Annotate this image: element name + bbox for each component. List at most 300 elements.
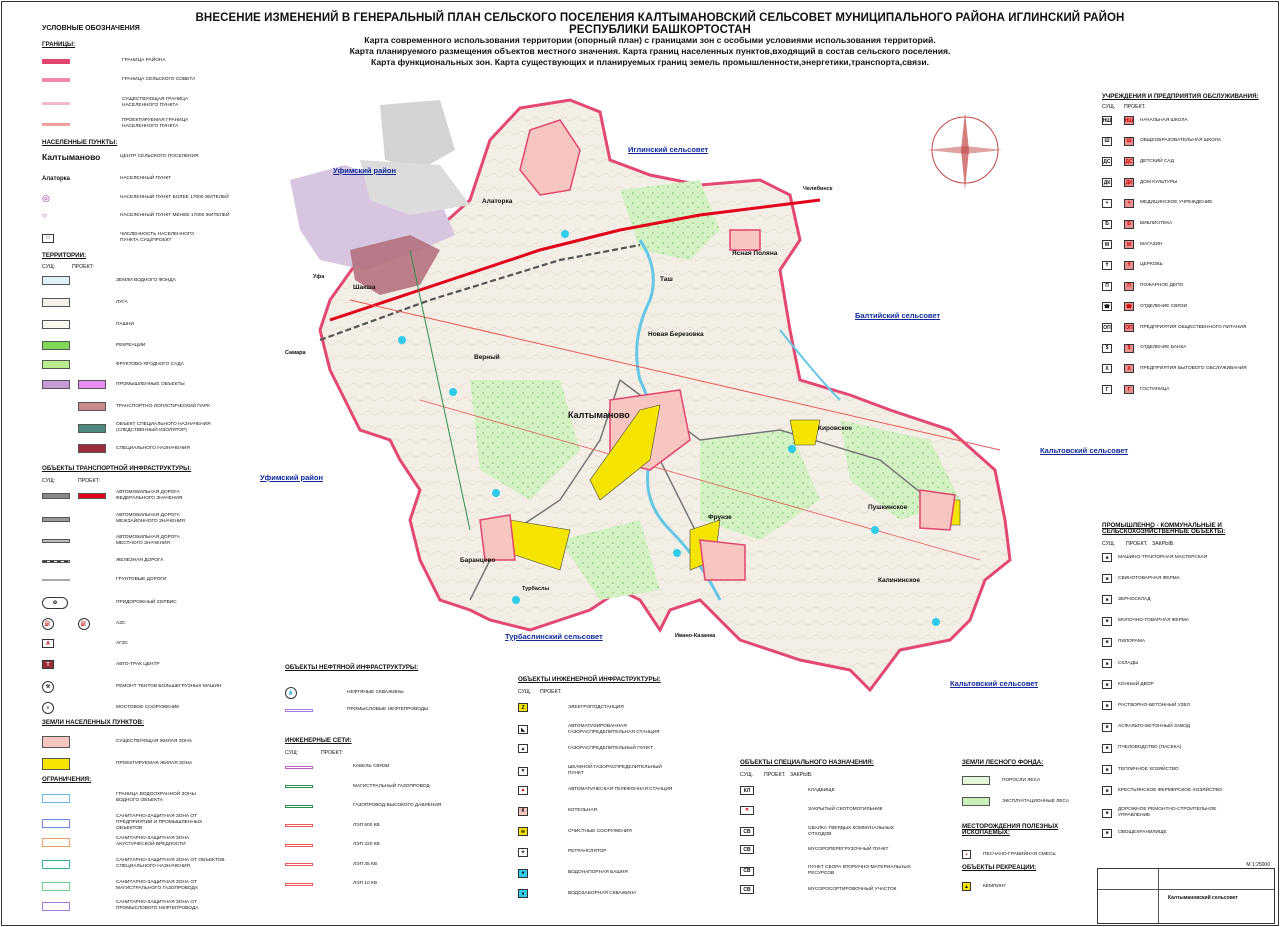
legend-row xyxy=(42,858,226,870)
legend-row xyxy=(42,77,195,83)
legend-icon: ■ xyxy=(1102,659,1112,668)
legend-label: ШКАФНОЙ ГАЗОРАСПРЕДЕЛИТЕЛЬНЫЙ ПУНКТ xyxy=(568,765,662,777)
legend-icon: КЛ xyxy=(740,786,754,795)
swatch xyxy=(78,402,106,411)
roadside-service-icon: ⚙ xyxy=(42,597,68,609)
legend-row xyxy=(42,660,160,669)
legend-icon: Б xyxy=(1124,220,1134,229)
legend-label: РЕТРАНСЛЯТОР xyxy=(568,849,607,855)
legend-row xyxy=(1102,178,1250,187)
legend-label: ЛЭП 35 КВ xyxy=(353,861,378,867)
legend-label: САНИТАРНО-ЗАЩИТНАЯ ЗОНА ОТ ОБЪЕКТОВ СПЕЦИАЛЬНОГО НАЗНАЧЕНИЯ xyxy=(116,858,225,869)
legend-icon: ДС xyxy=(1125,158,1133,165)
border-swatch xyxy=(42,123,70,126)
legend-row xyxy=(42,736,192,748)
legend-row xyxy=(1102,344,1250,353)
special-icon xyxy=(740,806,802,815)
legend-row xyxy=(1102,261,1250,270)
settlement-label: Калининское xyxy=(878,577,921,584)
legend-row xyxy=(518,703,678,712)
legend-section-title: МЕСТОРОЖДЕНИЯ ПОЛЕЗНЫХ ИСКОПАЕМЫХ: xyxy=(962,823,1059,836)
special-icon xyxy=(740,867,802,876)
residential-area xyxy=(730,230,760,250)
small-settlement-icon: ○ xyxy=(42,211,47,220)
col-header: СУЩ. xyxy=(1102,104,1116,110)
legend-row xyxy=(1102,595,1228,604)
legend-label: АЗС xyxy=(116,621,126,626)
legend-row xyxy=(518,869,678,878)
legend-label: КОТЕЛЬНАЯ xyxy=(568,808,598,813)
swatch xyxy=(42,736,70,748)
legend-section-title: ОБЪЕКТЫ ТРАНСПОРТНОЙ ИНФРАСТРУКТУРЫ: xyxy=(42,465,192,472)
special-icon xyxy=(740,827,802,836)
sample-village: Алаторка xyxy=(42,176,71,182)
legend-row xyxy=(1102,659,1228,668)
legend-label: ТРАНСПОРТНО-ЛОГИСТИЧЕСКИЙ ПАРК xyxy=(116,403,210,409)
legend-label: ГОСТИНИЦА xyxy=(1140,386,1170,392)
legend-row xyxy=(740,865,918,877)
border-swatch xyxy=(42,78,70,82)
legend-icon: ■ xyxy=(1102,701,1112,710)
legend-row xyxy=(1102,220,1250,229)
legend-icon: СВ xyxy=(740,867,754,876)
legend-icon: СВ xyxy=(740,827,754,836)
legend-label: ПОРОСЛИ ЛЕСА xyxy=(1002,777,1041,783)
legend-row xyxy=(518,848,678,857)
legend-label: РЕМОНТ ТЕНТОВ БОЛЬШЕГРУЗНЫХ МАШИН xyxy=(116,684,222,689)
water-point xyxy=(673,549,681,557)
truck-center-icon: Т xyxy=(42,660,54,669)
service-icon-pair xyxy=(1102,240,1134,249)
legend-label: НЕФТЯНЫЕ СКВАЖИНЫ xyxy=(347,690,404,695)
road-label: Турбаслы xyxy=(522,586,550,592)
water-point xyxy=(932,618,940,626)
legend-section-title: ИНЖЕНЕРНЫЕ СЕТИ: xyxy=(285,737,352,744)
legend-industrial xyxy=(1102,523,1272,843)
service-icon-pair xyxy=(1102,282,1134,291)
legend-icon: ■ xyxy=(1102,809,1112,818)
legend-label: МАШИНО-ТРАКТОРНАЯ МАСТЕРСКАЯ xyxy=(1118,554,1208,560)
settlement-label: Алаторка xyxy=(482,198,513,205)
settlement-label: Кировское xyxy=(818,425,853,432)
settlement-label: Верный xyxy=(474,354,500,361)
legend-label: САНИТАРНО-ЗАЩИТНАЯ ЗОНА АКУСТИЧЕСКОЙ ВРЕДНОСТИ xyxy=(116,836,190,847)
legend-label: ГРАНИЦА РАЙОНА xyxy=(122,58,166,63)
engineering-icon xyxy=(518,807,562,816)
legend-row xyxy=(42,154,198,160)
legend-row xyxy=(285,862,463,868)
legend-row xyxy=(518,827,678,836)
legend-label: КЛАДБИЩЕ xyxy=(808,787,835,793)
industrial-icon-pair xyxy=(1102,617,1112,626)
legend-icon: ■ xyxy=(1102,595,1112,604)
grey-area xyxy=(380,100,455,170)
industrial-icon-pair xyxy=(1102,595,1112,604)
compass-rose xyxy=(927,112,1003,190)
legend-row xyxy=(1102,240,1250,249)
legend-label: САНИТАРНО-ЗАЩИТНАЯ ЗОНА ОТ МАГИСТРАЛЬНОГО ГАЗОПРОВОДА xyxy=(116,880,198,891)
settlement-label: Фрунзе xyxy=(708,514,732,521)
road-label: Ивано-Казанка xyxy=(675,633,716,639)
settlement-label: Новая Березовка xyxy=(648,331,704,338)
col-header: СУЩ. xyxy=(1102,541,1116,547)
legend-icon: ▲ xyxy=(518,786,528,795)
legend-row xyxy=(42,380,185,389)
legend-row xyxy=(1102,807,1228,819)
fuel-station-icon: ⛽ xyxy=(78,618,90,630)
legend-row xyxy=(285,687,404,699)
legend-row xyxy=(962,882,1006,891)
border-swatch xyxy=(42,59,70,64)
legend-label: АВТОМОБИЛЬНАЯ ДОРОГА ФЕДЕРАЛЬНОГО ЗНАЧЕНИЯ xyxy=(116,490,183,501)
col-header: ПРОЕКТ: xyxy=(72,264,95,270)
legend-label: БИБЛИОТЕКА xyxy=(1140,221,1173,226)
legend-row xyxy=(285,803,463,809)
legend-row xyxy=(1102,744,1228,753)
network-swatch xyxy=(285,863,313,866)
legend-row xyxy=(285,881,463,887)
legend-label: ПОЖАРНОЕ ДЕПО xyxy=(1140,283,1184,289)
engineering-icon xyxy=(518,744,562,753)
legend-row xyxy=(42,58,166,64)
legend-icon: ДК xyxy=(1125,179,1133,186)
service-icon-pair xyxy=(1102,116,1134,125)
neighbor-label: Уфимский район xyxy=(260,473,323,482)
swatch xyxy=(42,276,70,285)
settlement-label: Шакша xyxy=(353,284,376,291)
legend-icon: СВ xyxy=(740,845,754,854)
legend-label: ЭКСПЛУАТАЦИОННЫЕ ЛЕСА xyxy=(1002,798,1070,804)
industrial-icon-pair xyxy=(1102,680,1112,689)
legend-icon: ДК xyxy=(1103,179,1111,186)
legend-icon: ■ xyxy=(1102,553,1112,562)
water-point xyxy=(788,445,796,453)
legend-label: ЛУГА xyxy=(116,299,128,305)
border-swatch xyxy=(42,102,70,105)
dirt-road-swatch xyxy=(42,579,70,581)
service-icon-pair xyxy=(1102,344,1134,353)
road-label: Уфа xyxy=(313,274,325,280)
engineering-icon xyxy=(518,725,562,734)
legend-section-title: ОГРАНИЧЕНИЯ: xyxy=(42,776,92,783)
legend-row xyxy=(1102,701,1228,710)
swatch xyxy=(42,360,70,369)
legend-icon: Б xyxy=(1102,220,1112,229)
legend-icon: ◣ xyxy=(518,725,528,734)
legend-label: ГРАНИЦА ВОДООХРАННОЙ ЗОНЫ ВОДНОГО ОБЪЕКТА xyxy=(116,792,196,803)
legend-row xyxy=(1102,137,1250,146)
legend-row xyxy=(1102,385,1250,394)
legend-label: САНИТАРНО-ЗАЩИТНАЯ ЗОНА ОТ ПРОМЫСЛОВОГО НЕФТЕПРОВОДА xyxy=(116,900,199,911)
road-label: Самара xyxy=(285,350,306,356)
legend-icon: $ xyxy=(1124,344,1134,353)
legend-label: АВТОМОБИЛЬНАЯ ДОРОГА МЕСТНОГО ЗНАЧЕНИЯ xyxy=(116,535,180,546)
legend-label: МУСОРОСОРТИРОВОЧНЫЙ УЧАСТОК xyxy=(808,886,897,892)
legend-icon: ■ xyxy=(1102,786,1112,795)
legend-label: ПИЛОРАМА xyxy=(1118,639,1146,645)
service-icon-pair xyxy=(1102,178,1134,187)
legend-label: ЦЕРКОВЬ xyxy=(1140,262,1163,268)
legend-icon: К xyxy=(518,807,528,816)
legend-label: ТЕПЛИЧНОЕ ХОЗЯЙСТВО xyxy=(1118,766,1179,772)
industrial-icon-pair xyxy=(1102,701,1112,710)
legend-row xyxy=(740,806,918,815)
legend-row xyxy=(962,850,1056,859)
legend-row xyxy=(42,880,216,892)
legend-label: НАСЕЛЕННЫЙ ПУНКТ МЕНЕЕ 17000 ЖИТЕЛЕЙ xyxy=(120,213,230,218)
legend-label: МОЛОЧНО-ТОВАРНАЯ ФЕРМА xyxy=(1118,618,1189,624)
camping-icon: ▲ xyxy=(962,882,971,891)
legend-label: АСФАЛЬТО-БЕТОННЫЙ ЗАВОД xyxy=(1118,724,1191,730)
legend-row xyxy=(42,118,202,130)
legend-row xyxy=(1102,723,1228,732)
road-swatch xyxy=(42,539,70,543)
legend-label: КАБЕЛЬ СВЯЗИ xyxy=(353,764,390,769)
engineering-icon xyxy=(518,703,562,712)
water-point xyxy=(512,596,520,604)
water-point xyxy=(561,230,569,238)
legend-row xyxy=(42,513,206,525)
legend-label: САНИТАРНО-ЗАЩИТНАЯ ЗОНА ОТ ПРЕДПРИЯТИЙ И ПРОМЫШЛЕННЫХ ОБЪЕКТОВ xyxy=(116,814,203,831)
col-header: ПРОЕКТ. xyxy=(1126,541,1148,547)
network-swatch xyxy=(285,805,313,808)
legend-icon: Х xyxy=(1102,364,1112,373)
col-header: ЗАКРЫВ. xyxy=(790,772,813,778)
swatch xyxy=(42,758,70,770)
legend-icon: НШ xyxy=(1124,117,1134,124)
zone-swatch xyxy=(42,860,70,869)
legend-label: ПРЕДПРИЯТИЯ БЫТОВОГО ОБСЛУЖИВАНИЯ xyxy=(1140,365,1247,371)
legend-row xyxy=(1102,364,1250,373)
legend-label: СКЛАДЫ xyxy=(1118,660,1139,666)
gas-station-icon: А xyxy=(42,639,54,648)
legend-row xyxy=(42,900,216,912)
legend-section-title: ОБЪЕКТЫ РЕКРЕАЦИИ: xyxy=(962,864,1037,871)
legend-label: АВТОМАТИЗИРОВАННАЯ ГАЗОРАСПРЕДЕЛИТЕЛЬНАЯ СТАНЦИЯ xyxy=(568,723,660,735)
neighbor-label: Кальтовский сельсовет xyxy=(950,679,1039,688)
legend-label: ЖЕЛЕЗНАЯ ДОРОГА xyxy=(116,558,164,563)
zone-swatch xyxy=(42,819,70,828)
legend-icon: Ш xyxy=(1124,137,1134,146)
legend-label: ЗАКРЫТЫЙ СКОТОМОГИЛЬНИК xyxy=(808,807,883,813)
service-icon-pair xyxy=(1102,385,1134,394)
legend-icon: ✕ xyxy=(740,806,754,815)
legend-row xyxy=(42,360,184,369)
industrial-icon-pair xyxy=(1102,723,1112,732)
legend-networks xyxy=(285,738,495,898)
industrial-icon-pair xyxy=(1102,659,1112,668)
legend-icon: М xyxy=(1124,240,1134,249)
legend-icon: ☦ xyxy=(1124,261,1134,270)
legend-row xyxy=(1102,553,1228,562)
legend-label: АГЗС xyxy=(116,640,128,646)
legend-label: МАГАЗИН xyxy=(1140,241,1163,247)
legend-icon: ■ xyxy=(1102,680,1112,689)
col-header: ПРОЕКТ. xyxy=(764,772,786,778)
legend-label: ОЧИСТНЫЕ СООРУЖЕНИЯ xyxy=(568,828,632,834)
legend-label: ПУНКТ СБОРА ВТОРИЧНО-МАТЕРИАЛЬНЫХ РЕСУРСОВ xyxy=(808,865,911,877)
legend-row xyxy=(962,776,1040,785)
legend-icon: ☎ xyxy=(1125,303,1133,310)
subtitle-line: Карта современного использования территории (опорный план) с границами зон с особыми условиями использования территорий. xyxy=(364,35,936,45)
legend-label: ПРЕДПРИЯТИЯ ОБЩЕСТВЕННОГО ПИТАНИЯ xyxy=(1140,324,1247,330)
legend-row xyxy=(42,681,221,693)
special-icon xyxy=(740,786,802,795)
big-settlement-icon: ◎ xyxy=(42,193,50,203)
legend-row xyxy=(1102,574,1228,583)
legend-label: ДЕТСКИЙ САД xyxy=(1140,158,1174,164)
scale-label: М 1:25000 xyxy=(1246,862,1270,868)
network-swatch xyxy=(285,883,313,886)
col-header: ПРОЕКТ. xyxy=(540,689,562,695)
col-header: СУЩ. xyxy=(740,772,754,778)
engineering-icon xyxy=(518,889,562,898)
legend-row xyxy=(42,341,145,350)
settlement-label: Ясная Поляна xyxy=(732,250,778,257)
legend-section-title: ЗЕМЛИ ЛЕСНОГО ФОНДА: xyxy=(962,759,1044,766)
legend-label: НАСЕЛЕННЫЙ ПУНКТ xyxy=(120,176,172,181)
industrial-icon-pair xyxy=(1102,765,1112,774)
legend-row xyxy=(285,764,463,770)
legend-row xyxy=(740,885,918,894)
special-icon xyxy=(740,845,802,854)
legend-row xyxy=(1102,617,1228,626)
pipeline-swatch xyxy=(285,709,313,712)
neighbor-label: Турбаслинский сельсовет xyxy=(505,632,603,641)
swatch xyxy=(42,341,70,350)
legend-label: СВИНОТОВАРНАЯ ФЕРМА xyxy=(1118,575,1180,581)
legend-label: НАСЕЛЕННЫЙ ПУНКТ БОЛЕЕ 17000 ЖИТЕЛЕЙ xyxy=(120,195,229,200)
legend-row xyxy=(42,836,206,848)
industrial-icon-pair xyxy=(1102,744,1112,753)
service-icon-pair xyxy=(1102,323,1134,332)
water-point xyxy=(398,336,406,344)
legend-icon: СВ xyxy=(740,885,754,894)
industrial-icon-pair xyxy=(1102,574,1112,583)
rail-swatch xyxy=(42,560,70,563)
legend-label: МЕДИЦИНСКОЕ УЧРЕЖДЕНИЕ xyxy=(1140,200,1213,206)
legend-row xyxy=(42,276,176,285)
legend-section-title: ОБЪЕКТЫ ИНЖЕНЕРНОЙ ИНФРАСТРУКТУРЫ: xyxy=(518,676,661,683)
legend-label: МУСОРОПЕРЕГРУЗОЧНЫЙ ПУНКТ xyxy=(808,846,889,852)
neighbor-label: Иглинский сельсовет xyxy=(628,145,709,154)
legend-row xyxy=(740,845,918,854)
road-swatch xyxy=(42,517,70,522)
legend-label: СУЩЕСТВУЮЩАЯ ГРАНИЦА НАСЕЛЕННОГО ПУНКТА xyxy=(122,97,189,108)
service-icon-pair xyxy=(1102,220,1134,229)
legend-row xyxy=(42,213,229,219)
legend-label: ПЕСЧАНО-ГРАВИЙНАЯ СМЕСЬ xyxy=(983,851,1056,857)
legend-row xyxy=(42,639,128,648)
legend-row xyxy=(42,814,226,832)
legend-row xyxy=(42,577,166,583)
legend-row xyxy=(1102,116,1250,125)
legend-row xyxy=(518,744,678,753)
legend-label: ДОМ КУЛЬТУРЫ xyxy=(1140,179,1178,185)
legend-row xyxy=(285,707,428,713)
col-header: СУЩ: xyxy=(42,478,56,484)
legend-label: РАСТВОРНО-БЕТОННЫЙ УЗЕЛ xyxy=(1118,702,1190,708)
legend-section-title: НАСЕЛЕННЫЕ ПУНКТЫ: xyxy=(42,139,118,146)
engineering-icon xyxy=(518,786,562,795)
water-point xyxy=(449,388,457,396)
legend-row xyxy=(1102,302,1250,311)
legend-label: ПРОМЫСЛОВЫЕ НЕФТЕПРОВОДЫ xyxy=(347,707,429,712)
legend-row xyxy=(1102,157,1250,166)
legend-icon: ■ xyxy=(1102,744,1112,753)
legend-row xyxy=(962,797,1069,806)
legend-label: ПРОЕКТИРУЕМАЯ ЖИЛАЯ ЗОНА xyxy=(116,761,193,766)
legend-label: ЧИСЛЕННОСТЬ НАСЕЛЕННОГО ПУНКТА СУЩ/ПРОЕКТ xyxy=(120,232,194,243)
legend-label: АВТОМАТИЧЕСКАЯ ТЕЛЕФОННАЯ СТАНЦИЯ xyxy=(568,787,673,793)
sample-center: Калтыманово xyxy=(42,152,101,162)
legend-row xyxy=(42,792,206,804)
service-icon-pair xyxy=(1102,157,1134,166)
legend-row xyxy=(1102,765,1228,774)
legend-row xyxy=(42,444,190,453)
legend-label: ЭЛЕКТРОПОДСТАНЦИЯ xyxy=(568,704,624,710)
col-header: СУЩ: xyxy=(285,750,299,756)
service-icon-pair xyxy=(1102,302,1134,311)
legend-section-title: ОБЪЕКТЫ НЕФТЯНОЙ ИНФРАСТРУКТУРЫ: xyxy=(285,664,419,671)
settlement-label: Калтыманово xyxy=(568,410,630,420)
legend-row xyxy=(1102,323,1250,332)
legend-icon: Х xyxy=(1124,364,1134,373)
legend-icon: ■ xyxy=(1102,617,1112,626)
legend-row xyxy=(1102,199,1250,208)
map-title: ВНЕСЕНИЕ ИЗМЕНЕНИЙ В ГЕНЕРАЛЬНЫЙ ПЛАН СЕЛЬСКОГО ПОСЕЛЕНИЯ КАЛТЫМАНОВСКИЙ СЕЛЬСОВЕТ МУНИЦИПАЛЬНОГО РАЙОНА ИГЛИНСКИЙ РАЙОН РЕСПУБЛИКИ БАШКОРТОСТАН xyxy=(195,12,1125,36)
legend-forest xyxy=(962,760,1092,900)
swatch xyxy=(42,380,70,389)
legend-label: ГАЗОРАСПРЕДЕЛИТЕЛЬНЫЙ ПУНКТ xyxy=(568,745,653,751)
legend-label: ВОДОНАПОРНАЯ БАШНЯ xyxy=(568,870,628,876)
swatch xyxy=(78,380,106,389)
legend-icon: ОП xyxy=(1125,324,1133,331)
industrial-icon-pair xyxy=(1102,553,1112,562)
col-header: ПРОЕКТ: xyxy=(321,750,344,756)
legend-row xyxy=(42,402,210,411)
industrial-icon-pair xyxy=(1102,786,1112,795)
residential-area xyxy=(920,490,955,530)
stamp-divider xyxy=(1158,869,1159,923)
legend-row xyxy=(42,320,134,329)
neighbor-label: Кальтовский сельсовет xyxy=(1040,446,1129,455)
legend-row xyxy=(518,765,678,777)
subtitle-line: Карта функциональных зон. Карта существующих и планируемых границ земель промышленности,энергетики,транспорта,связи. xyxy=(370,57,930,67)
legend-icon: + xyxy=(1124,199,1134,208)
bridge-icon: ≡ xyxy=(42,702,54,714)
industrial-icon-pair xyxy=(1102,638,1112,647)
legend-section-title: ТЕРРИТОРИИ: xyxy=(42,252,87,259)
legend-row xyxy=(1102,786,1228,795)
legend-label: ФРУКТОВО-ЯГОДНОГО САДА xyxy=(116,361,184,367)
legend-label: НАЧАЛЬНАЯ ШКОЛА xyxy=(1140,117,1188,123)
legend-label: ОВОЩЕХРАНИЛИЩЕ xyxy=(1118,830,1167,836)
swatch xyxy=(962,797,990,806)
legend-row xyxy=(518,724,678,736)
legend-heading: УСЛОВНЫЕ ОБОЗНАЧЕНИЯ xyxy=(42,25,140,32)
legend-row xyxy=(285,784,463,790)
legend-label: ДОРОЖНОЕ РЕМОНТНО-СТРОИТЕЛЬНОЕ УПРАВЛЕНИЕ xyxy=(1118,807,1217,819)
legend-label: ОБЪЕКТ СПЕЦИАЛЬНОГО НАЗНАЧЕНИЯ (СЛЕДСТВЕННЫЙ ИЗОЛЯТОР) xyxy=(116,422,211,433)
legend-icon: ▲ xyxy=(518,744,528,753)
legend-label: ПРОМЫШЛЕННЫЕ ОБЪЕКТЫ xyxy=(116,381,185,387)
legend-row xyxy=(518,786,678,795)
legend-label: ГРАНИЦА СЕЛЬСКОГО СОВЕТА xyxy=(122,77,196,82)
service-icon-pair xyxy=(1102,364,1134,373)
engineering-icon xyxy=(518,869,562,878)
network-swatch xyxy=(285,785,313,788)
